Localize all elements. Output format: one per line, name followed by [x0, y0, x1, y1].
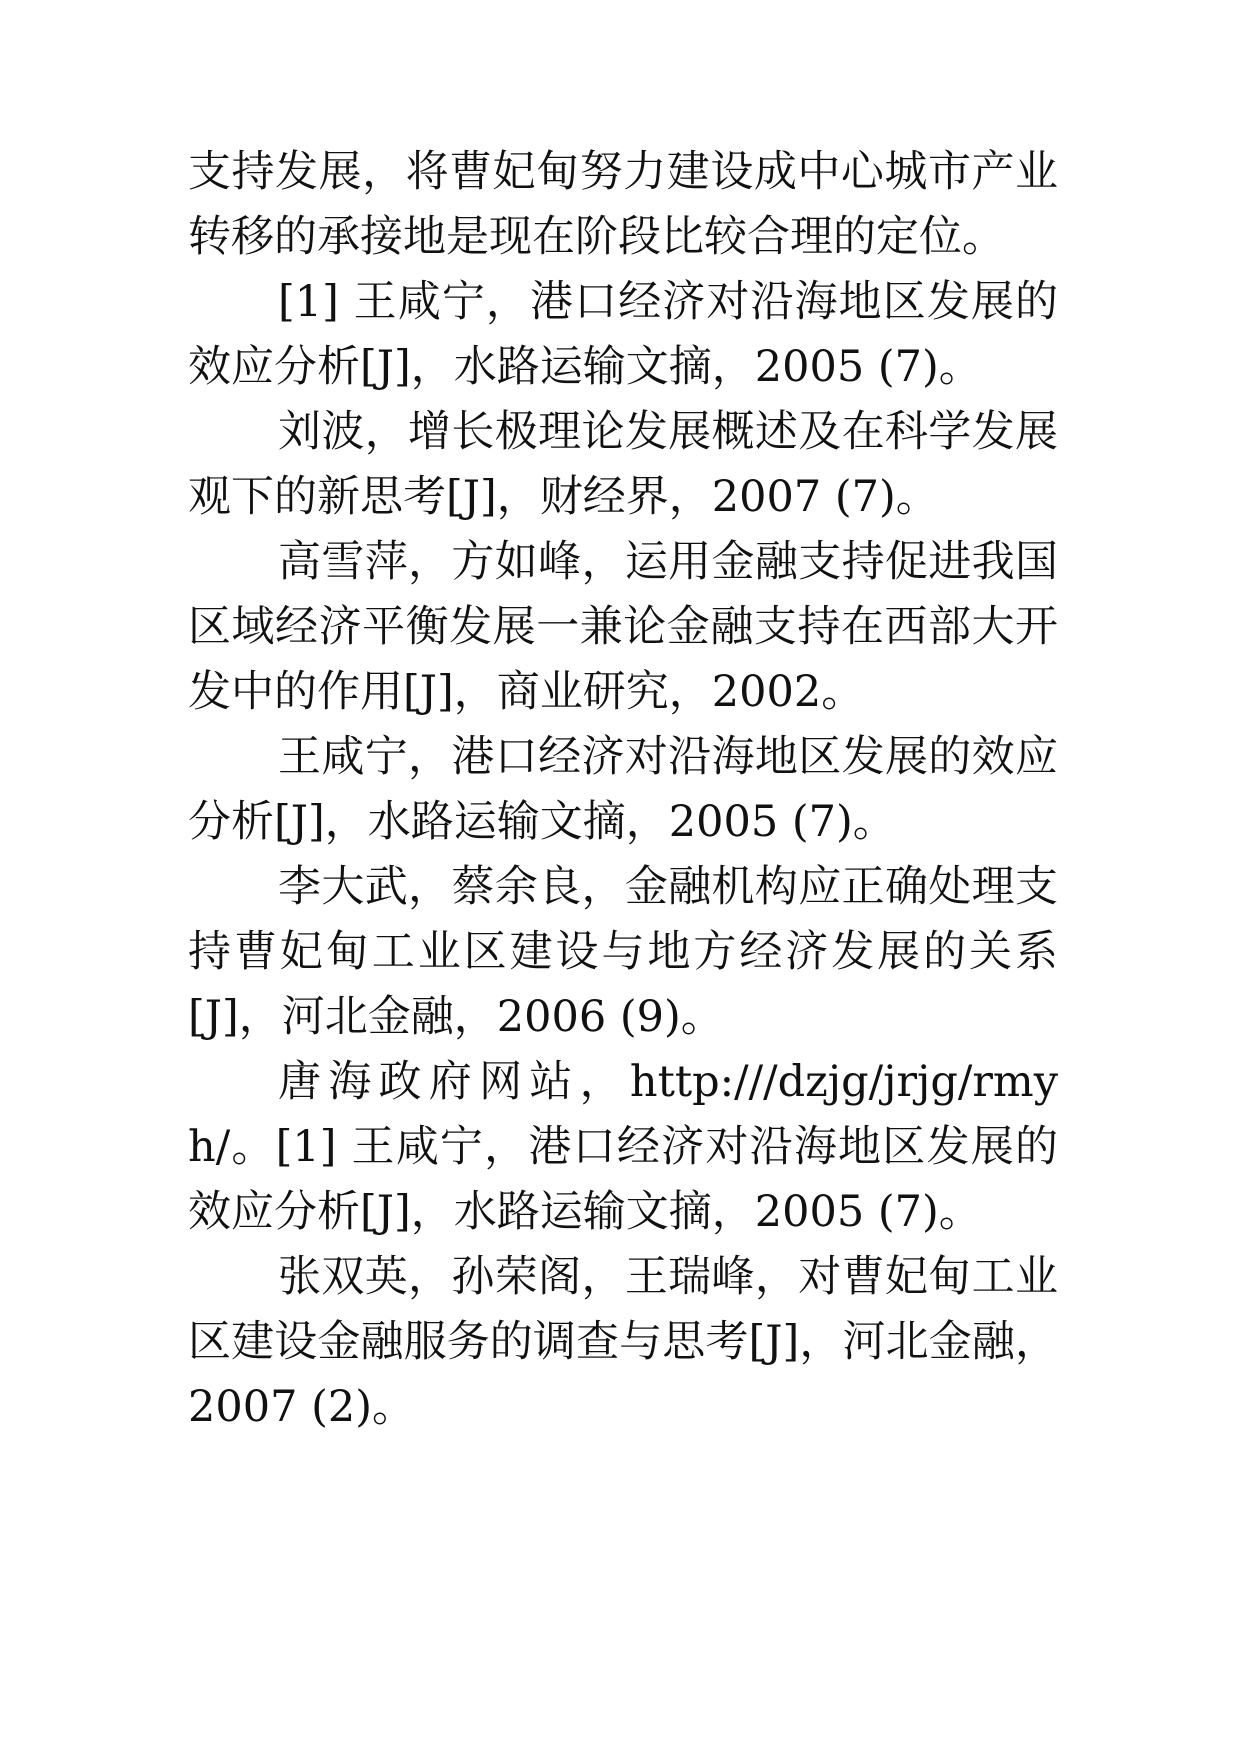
reference-item: 李大武，蔡余良，金融机构应正确处理支持曹妃甸工业区建设与地方经济发展的关系[J]，河北金融，2006 (9)。 [188, 862, 1058, 1042]
reference-item: 刘波，增长极理论发展概述及在科学发展观下的新思考[J]，财经界，2007 (7)。 [188, 407, 1058, 522]
reference-item: 唐海政府网站，http:///dzjg/jrjg/rmyh/。[1] 王咸宁，港口经济对沿海地区发展的效应分析[J]，水路运输文摘，2005 (7)。 [188, 1057, 1058, 1237]
body-paragraph: 支持发展，将曹妃甸努力建设成中心城市产业转移的承接地是现在阶段比较合理的定位。 [188, 147, 1058, 262]
reference-item: 高雪萍，方如峰，运用金融支持促进我国区域经济平衡发展一兼论金融支持在西部大开发中的作用[J]，商业研究，2002。 [188, 537, 1058, 717]
reference-item: 王咸宁，港口经济对沿海地区发展的效应分析[J]，水路运输文摘，2005 (7)。 [188, 732, 1058, 847]
reference-text-block [188, 140, 1058, 1440]
reference-item: [1] 王咸宁，港口经济对沿海地区发展的效应分析[J]，水路运输文摘，2005 (7)。 [188, 277, 1058, 392]
reference-item: 张双英，孙荣阁，王瑞峰，对曹妃甸工业区建设金融服务的调查与思考[J]，河北金融，2007 (2)。 [188, 1252, 1058, 1432]
